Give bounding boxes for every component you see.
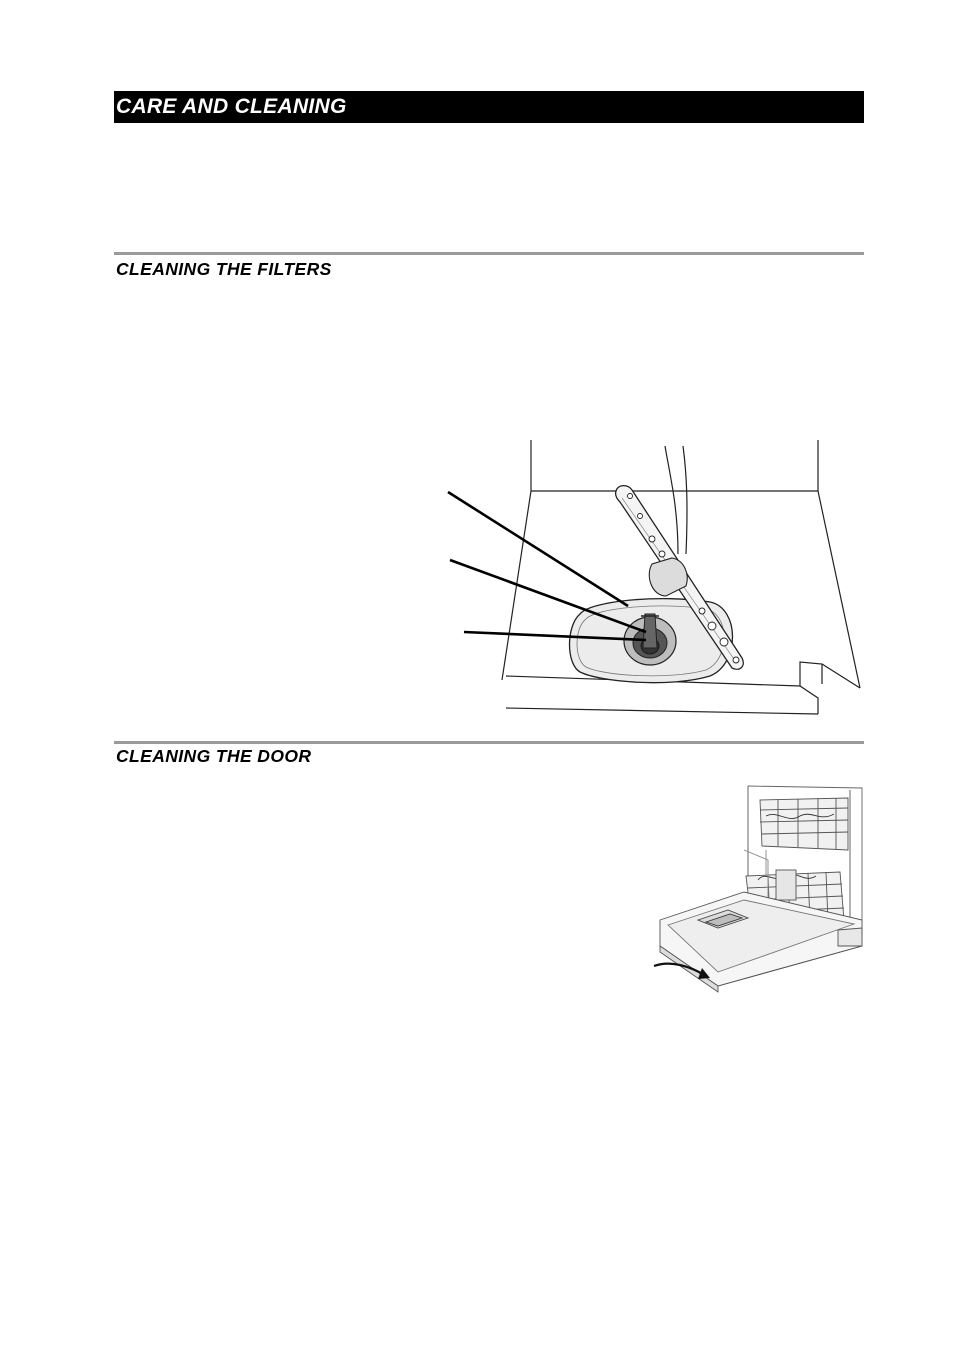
section-divider-filters xyxy=(114,252,864,255)
heading-cleaning-filters: CLEANING THE FILTERS xyxy=(116,259,332,279)
section-divider-door xyxy=(114,741,864,744)
page-title-bar xyxy=(114,91,864,123)
filter-assembly-illustration xyxy=(440,436,870,720)
leader-line-coarse-filter xyxy=(448,492,628,606)
tub-front-edge xyxy=(506,708,818,714)
open-dishwasher-illustration xyxy=(648,780,866,994)
heading-cleaning-door: CLEANING THE DOOR xyxy=(116,746,312,766)
leader-line-fine-filter xyxy=(450,560,646,632)
tub-side-right xyxy=(818,491,860,688)
page-title: CARE AND CLEANING xyxy=(116,95,347,118)
